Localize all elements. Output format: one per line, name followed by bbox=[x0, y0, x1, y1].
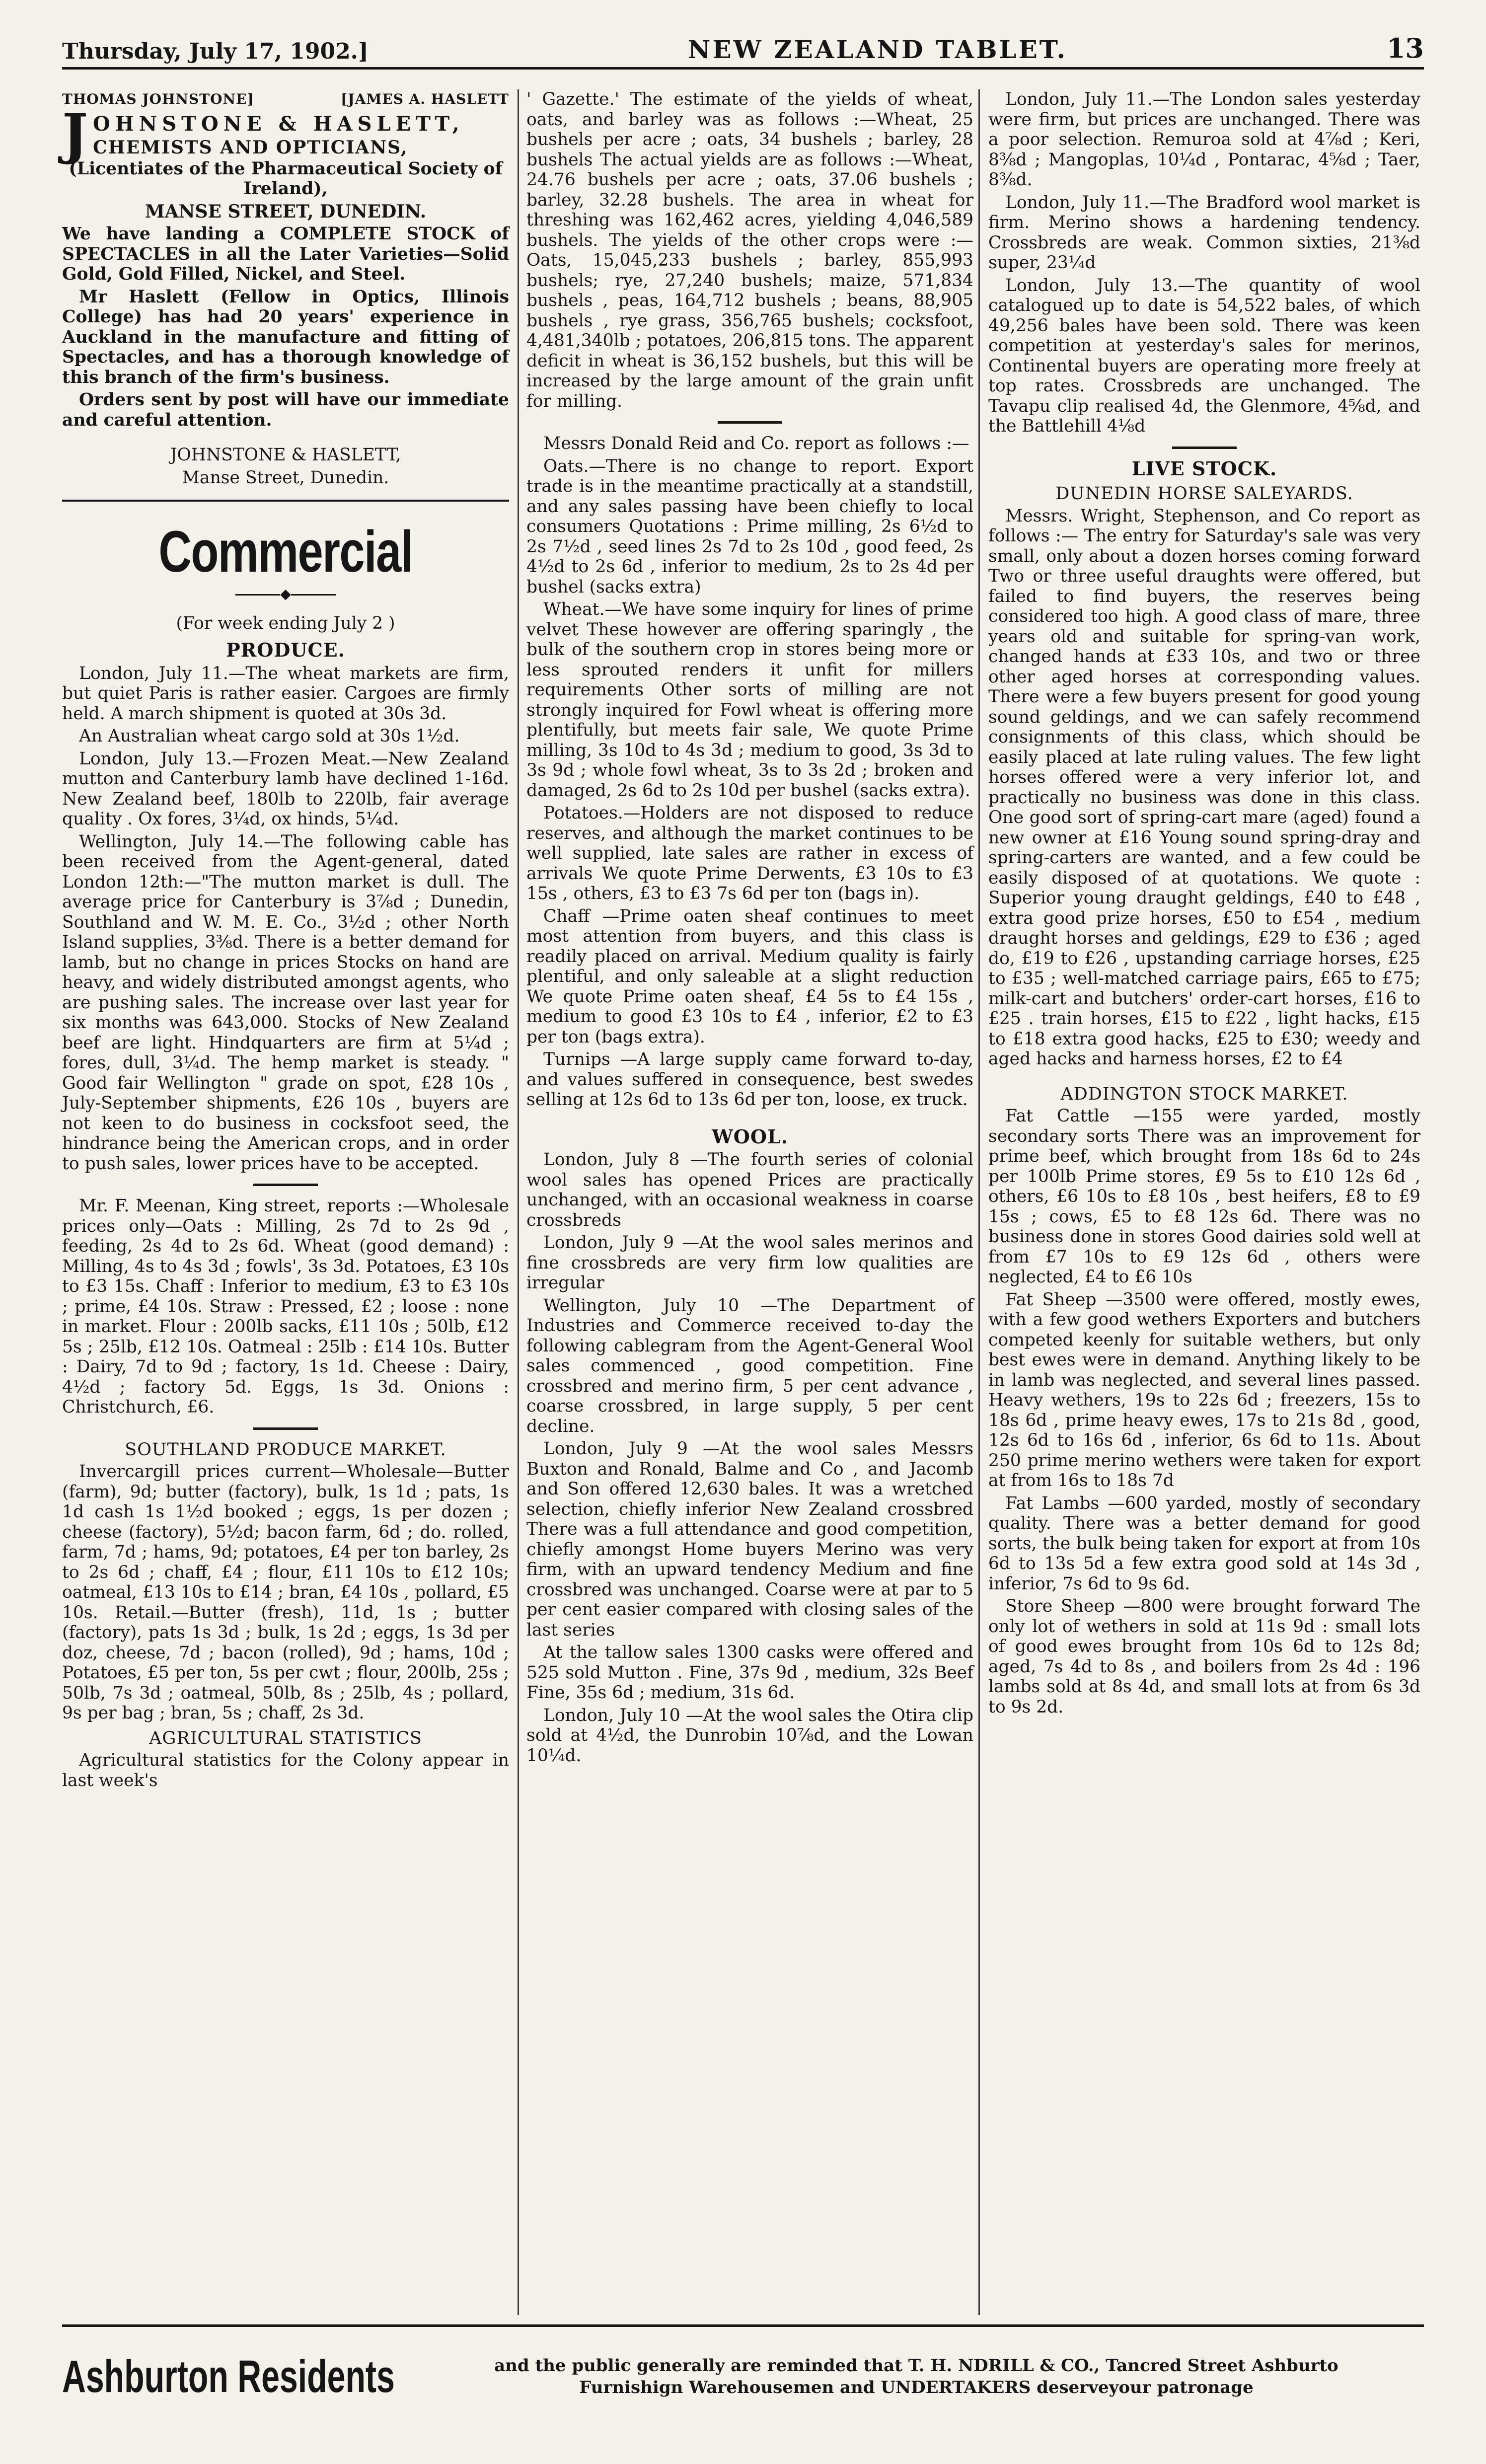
reid-paragraph: Potatoes.—Holders are not disposed to reduce reserves, and although the market continues to be well supplied, late sales are rather in excess of arrivals We quote Prime Derwents, £3 10s to £3 15s , others, £3 to £3 7s 6d per ton (bags in). bbox=[526, 803, 973, 903]
drop-cap: J bbox=[62, 101, 88, 166]
column-3 bbox=[988, 89, 1420, 2315]
heading-addington-stock-market: ADDINGTON STOCK MARKET. bbox=[1060, 1084, 1348, 1104]
wool-paragraph: London, July 9 —At the wool sales merinos and fine crossbreds are very firm low qualities are irregular bbox=[526, 1233, 973, 1293]
wool-paragraph: At the tallow sales 1300 casks were offered and 525 sold Mutton . Fine, 37s 9d , medium, 32s Beef Fine, 35s 6d ; medium, 31s 6d. bbox=[526, 1643, 973, 1703]
addington-paragraph: Fat Lambs —600 yarded, mostly of secondary quality. There was a better demand for good sorts, the bulk being taken for export at from 10s 6d to 13s 5d a few extra good sold at 14s 3d , inferior, 7s 6d to 9s 6d. bbox=[988, 1493, 1420, 1594]
reid-paragraph: Turnips —A large supply came forward to-day, and values suffered in consequence, best swedes selling at 12s 6d to 13s 6d per ton, loose, ex truck. bbox=[526, 1049, 973, 1110]
ad-partner-names bbox=[62, 89, 509, 110]
footer-line-1: and the public generally are reminded that T. H. NDRILL & CO., Tancred Street Ashburto bbox=[494, 2356, 1338, 2376]
publication-title: NEW ZEALAND TABLET. bbox=[687, 35, 1067, 64]
footer-brand: Ashburton Residents bbox=[62, 2351, 395, 2402]
section-divider bbox=[718, 421, 782, 424]
footer-line-2: Furnishign Warehousemen and UNDERTAKERS deserveyour patronage bbox=[579, 2378, 1254, 2397]
reid-intro: Messrs Donald Reid and Co. report as follows :— bbox=[543, 434, 969, 453]
ad-paragraph: Mr Haslett (Fellow in Optics, Illinois College) has had 20 years' experience in Auckland in the manufacture and fitting of Spectacles, and has a thorough knowledge of this branch of the firm's business. bbox=[62, 287, 509, 387]
reid-paragraph: Oats.—There is no change to report. Export trade is in the meantime practically at a standstill, and any sales passing have been chiefly to local consumers Quotations : Prime milling, 2s 6½d to 2s 7½d , seed lines 2s 7d to 2s 10d , good feed, 2s 4½d to 2s 6d , inferior to medium, 2s to 2s 4d per bushel (sacks extra) bbox=[526, 456, 973, 597]
dunedin-report: Messrs. Wright, Stephenson, and Co report as follows :— The entry for Saturday's sale was very small, only about a dozen horses coming forward Two or three useful draughts were offered, but failed to find buyers, the reserves being considered too high. A good class of mare, three years old and suitable for spring-van work, changed hands at £33 10s, and two or three other aged horses at corresponding values. There were a few buyers present for good young sound geldings, and we can safely recommend consignments of this class, which should be easily placed at late ruling values. The few light horses offered were a very inferior lot, and practically no business was done in this class. One good sort of spring-cart mare (aged) found a new owner at £16 Young sound spring-dray and spring-carters are wanted, and a few could be easily disposed of at quotations. We quote : Superior young draught geldings, £40 to £48 , extra good prize horses, £50 to £54 , medium draught horses and geldings, £29 to £36 ; aged do, £19 to £26 , upstanding carriage horses, £25 to £35 ; well-matched carriage pairs, £65 to £75; milk-cart and butchers' order-cart horses, £16 to £25 . train horses, £15 to £22 , light hacks, £15 to £18 extra good hacks, £25 to £30; weedy and aged hacks and harness horses, £2 to £4 bbox=[988, 506, 1420, 1069]
section-divider bbox=[253, 1184, 318, 1186]
wool-paragraph: London, July 10 —At the wool sales the Otira clip sold at 4½d, the Dunrobin 10⅞d, and the Lowan 10¼d. bbox=[526, 1705, 973, 1766]
advertisement-johnstone-haslett bbox=[62, 89, 509, 502]
reid-paragraph: Chaff —Prime oaten sheaf continues to meet most attention from buyers, and this class is readily placed on arrival. Medium quality is fairly plentiful, and only saleable at a slight reduction We quote Prime oaten sheaf, £4 5s to £4 15s , medium to good £3 10s to £4 , inferior, £2 to £3 per ton (bags extra). bbox=[526, 906, 973, 1047]
ad-signature-address: Manse Street, Dunedin. bbox=[182, 467, 389, 488]
southland-paragraph: Invercargill prices current—Wholesale—Butter (farm), 9d; butter (factory), bulk, 1s 1d ; pats, 1s 1d cash 1s 1½d booked ; eggs, 1s per dozen ; cheese (factory), 5½d; bacon farm, 6d ; do. rolled, farm, 7d ; hams, 9d; potatoes, £4 per ton barley, 2s to 2s 6d ; chaff, £4 ; flour, £11 10s to £12 10s; oatmeal, £13 10s to £14 ; bran, £4 10s , pollard, £5 10s. Retail.—Butter (fresh), 11d, 1s ; butter (factory), pats 1s 3d ; bulk, 1s 2d ; eggs, 1s 3d per doz, cheese, 7d ; bacon (rolled), 9d ; hams, 10d ; Potatoes, £5 per ton, 5s per cwt ; flour, 200lb, 25s ; 50lb, 7s 3d ; oatmeal, 50lb, 8s ; 25lb, 4s ; pollard, 9s per bag ; bran, 5s ; chaff, 2s 3d. bbox=[62, 1462, 509, 1723]
wool-paragraph: London, July 9 —At the wool sales Messrs Buxton and Ronald, Balme and Co , and Jacomb and Son offered 12,630 bales. It was a wretched selection, chiefly inferior New Zealand crossbred There was a full attendance and good competition, chiefly amongst Home buyers Merino was very firm, with an upward tendency Medium and fine crossbred was unchanged. Coarse were at par to 5 per cent easier compared with closing sales of the last series bbox=[526, 1439, 973, 1640]
ad-address: MANSE STREET, DUNEDIN. bbox=[145, 201, 427, 222]
wool-paragraph: London, July 8 —The fourth series of colonial wool sales has opened Prices are practically unchanged, with an occasional weakness in coarse crossbreds bbox=[526, 1150, 973, 1230]
wool-paragraph: London, July 11.—The London sales yesterday were firm, but prices are unchanged. There was a poor selection. Remuroa sold at 4⅞d ; Keri, 8⅜d ; Mangoplas, 10¼d , Pontarac, 4⅝d ; Taer, 8⅜d. bbox=[988, 89, 1420, 190]
agri-paragraph-continued: ' Gazette.' The estimate of the yields of wheat, oats, and barley was as follows :—Wheat, 25 bushels per acre ; oats, 34 bushels ; barley, 28 bushels The actual yields are as follows :—Wheat, 24.76 bushels per acre ; oats, 37.06 bushels ; barley, 32.28 bushels. The area in wheat for threshing was 162,462 acres, yielding 4,046,589 bushels. The yields of the other crops were :—Oats, 15,045,233 bushels ; barley, 855,993 bushels; rye, 27,240 bushels; maize, 571,834 bushels , peas, 164,712 bushels ; beans, 88,905 bushels , rye grass, 356,765 bushels; cocksfoot, 4,481,340lb ; potatoes, 206,815 tons. The apparent deficit in wheat is 36,152 bushels, but this will be increased by the large amount of the grain unfit for milling. bbox=[526, 89, 973, 411]
footer-text bbox=[410, 2355, 1423, 2398]
addington-paragraph: Store Sheep —800 were brought forward The only lot of wethers in sold at 11s 9d : small lots of good ewes brought from 10s 6d to 12s 8d; aged, 7s 4d to 8s , and boilers from 2s 4d : 196 lambs sold at 8s 4d, and small lots at from 6s 3d to 9s 2d. bbox=[988, 1596, 1420, 1717]
produce-paragraph: London, July 11.—The wheat markets are firm, but quiet Paris is rather easier. Cargoes are firmly held. A march shipment is quoted at 30s 3d. bbox=[62, 663, 509, 724]
column-rule bbox=[518, 89, 519, 2315]
ad-licence: (Licentiates of the Pharmaceutical Society of Ireland), bbox=[69, 158, 503, 199]
heading-agricultural-statistics: AGRICULTURAL STATISTICS bbox=[149, 1728, 422, 1748]
heading-southland: SOUTHLAND PRODUCE MARKET. bbox=[125, 1439, 446, 1460]
heading-dunedin-horse-saleyards: DUNEDIN HORSE SALEYARDS. bbox=[1055, 484, 1353, 504]
produce-paragraph: An Australian wheat cargo sold at 30s 1½d. bbox=[79, 726, 460, 746]
heading-produce: PRODUCE. bbox=[226, 639, 345, 661]
ad-border bbox=[62, 500, 509, 502]
heading-live-stock: LIVE STOCK. bbox=[1131, 457, 1277, 480]
section-title-commercial: Commercial bbox=[158, 519, 413, 585]
ad-paragraph: We have landing a COMPLETE STOCK of SPECTACLES in all the Later Varieties—Solid Gold, Gold Filled, Nickel, and Steel. bbox=[62, 224, 509, 284]
issue-date: Thursday, July 17, 1902.] bbox=[62, 39, 369, 64]
reid-paragraph: Wheat.—We have some inquiry for lines of prime velvet These however are offering sparingly , the bulk of the southern crop in stores being more or less sprouted renders it unfit for millers requirements Other sorts of milling are not strongly inquired for Fowl wheat is offering more plentifully, but meets fair sale, We quote Prime milling, 3s 10d to 4s 3d ; medium to good, 3s 3d to 3s 9d ; whole fowl wheat, 3s to 3s 2d ; broken and damaged, 2s 6d to 2s 10d per bushel (sacks extra). bbox=[526, 599, 973, 801]
ad-paragraph: Orders sent by post will have our immediate and careful attention. bbox=[62, 390, 509, 430]
meenan-report: Mr. F. Meenan, King street, reports :—Wholesale prices only—Oats : Milling, 2s 7d to 2s 9d , feeding, 2s 4d to 2s 6d. Wheat (good demand) : Milling, 4s to 4s 3d ; fowls', 3s 3d. Potatoes, £3 10s to £3 15s. Chaff : Inferior to medium, £3 to £3 10s ; prime, £4 10s. Straw : Pressed, £2 ; loose : none in market. Flour : 200lb sacks, £11 10s ; 50lb, £12 5s ; 25lb, £12 10s. Oatmeal : 25lb : £14 10s. Butter : Dairy, 7d to 9d ; factory, 1s 1d. Cheese : Dairy, 4½d ; factory 5d. Eggs, 1s 3d. Onions : Christchurch, £6. bbox=[62, 1196, 509, 1417]
wool-paragraph: Wellington, July 10 —The Department of Industries and Commerce received to-day the following cablegram from the Agent-General Wool sales commenced , good competition. Fine crossbred and merino firm, 5 per cent advance , coarse crossbred, in large supply, 5 per cent decline. bbox=[526, 1295, 973, 1436]
ornament-divider: ◆ bbox=[62, 584, 509, 604]
addington-paragraph: Fat Sheep —3500 were offered, mostly ewes, with a few good wethers Exporters and butchers competed keenly for suitable wethers, but only best ewes were in demand. Anything likely to be in lamb was neglected, and several lines passed. Heavy wethers, 19s to 22s 6d ; freezers, 15s to 18s 6d , prime heavy ewes, 17s to 21s 8d , good, 12s 6d to 16s 6d , inferior, 6s 6d to 11s. About 250 prime merino wethers were taken for export at from 16s to 18s 7d bbox=[988, 1289, 1420, 1491]
heading-wool: WOOL. bbox=[712, 1125, 788, 1148]
footer-advertisement bbox=[62, 2324, 1424, 2426]
firm-line-2: CHEMISTS AND OPTICIANS, bbox=[93, 137, 408, 158]
ad-signature: JOHNSTONE & HASLETT, bbox=[170, 445, 401, 465]
section-divider bbox=[253, 1427, 318, 1430]
column-2 bbox=[526, 89, 973, 2315]
agri-paragraph: Agricultural statistics for the Colony appear in last week's bbox=[62, 1750, 509, 1791]
week-ending: (For week ending July 2 ) bbox=[176, 613, 395, 633]
addington-paragraph: Fat Cattle —155 were yarded, mostly secondary sorts There was an improvement for prime beef, which brought from 18s 6d to 24s per 100lb Prime stores, £9 5s to £10 12s 6d , others, £6 10s to £8 10s , best heifers, £8 to £9 15s ; cows, £5 to £8 12s 6d. There was no business done in stores Good dairies sold well at from £7 10s to £9 12s 6d , others were neglected, £4 to £6 10s bbox=[988, 1106, 1420, 1287]
produce-paragraph: Wellington, July 14.—The following cable has been received from the Agent-general, dated London 12th:—"The mutton market is dull. The average price for Canterbury is 3⅞d ; Dunedin, Southland and W. M. E. Co., 3½d ; other North Island supplies, 3⅜d. There is a better demand for lamb, but no change in prices Stocks on hand are heavy, and widely distributed amongst agents, who are pushing sales. The increase over last year for six months was 643,000. Stocks of New Zealand beef are light. Hindquarters are firm at 5¼d ; fores, dull, 3¼d. The hemp market is steady. " Good fair Wellington " grade on spot, £28 10s , July-September shipments, £26 10s , buyers are not keen to do business in cocksfoot seed, the hindrance being the American crops, and in order to push sales, lower prices have to be accepted. bbox=[62, 831, 509, 1174]
partner-left: THOMAS JOHNSTONE] bbox=[62, 91, 254, 107]
column-1 bbox=[62, 89, 509, 2315]
wool-paragraph: London, July 11.—The Bradford wool market is firm. Merino shows a hardening tendency. Crossbreds are weak. Common sixties, 21⅜d super, 23¼d bbox=[988, 192, 1420, 273]
page-header bbox=[62, 30, 1424, 70]
produce-paragraph: London, July 13.—Frozen Meat.—New Zealand mutton and Canterbury lamb have declined 1-16d. New Zealand beef, 180lb to 220lb, fair average quality . Ox fores, 3¼d, ox hinds, 5¼d. bbox=[62, 748, 509, 829]
firm-line-1: OHNSTONE & HASLETT, bbox=[93, 112, 464, 136]
ad-firm-name bbox=[62, 101, 509, 166]
column-rule bbox=[978, 89, 980, 2315]
partner-right: [JAMES A. HASLETT bbox=[341, 91, 509, 107]
page-number: 13 bbox=[1386, 32, 1424, 64]
wool-paragraph: London, July 13.—The quantity of wool catalogued up to date is 54,522 bales, of which 49,256 bales have been sold. There was keen competition at yesterday's sales for merinos, Continental buyers are operating more freely at top rates. Crossbreds are unchanged. The Tavapu clip realised 4d, the Glenmore, 4⅝d, and the Battlehill 4⅛d bbox=[988, 275, 1420, 436]
section-divider bbox=[1172, 447, 1237, 449]
